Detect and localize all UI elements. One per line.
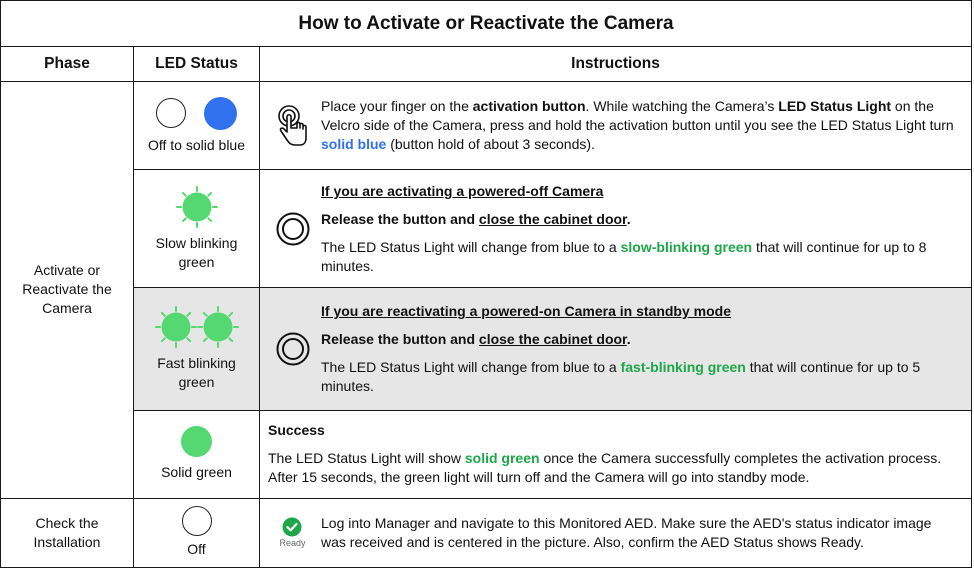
blinking-green-led-icon xyxy=(176,186,218,228)
slow-blinking-green-text: slow-blinking green xyxy=(620,238,753,255)
led-off-indicator xyxy=(156,98,186,128)
release-text: Release the button and xyxy=(321,331,479,348)
instruction-cell xyxy=(260,410,972,498)
instruction-text: on the Velcro side of the Camera, press and hold the activation button until you see the LED Status Light turn xyxy=(321,98,954,134)
punctuation: . xyxy=(626,331,631,348)
instruction-cell xyxy=(260,82,972,170)
blinking-green-led-icon xyxy=(197,306,239,348)
led-status-cell xyxy=(134,82,260,170)
ring-button-icon xyxy=(275,211,311,247)
instruction-cell xyxy=(260,498,972,567)
header-phase: Phase xyxy=(1,47,134,82)
instruction-text: Place your finger on the xyxy=(321,98,473,115)
header-instructions: Instructions xyxy=(260,47,972,82)
header-led-status: LED Status xyxy=(134,47,260,82)
phase-activate: Activate or Reactivate the Camera xyxy=(1,82,134,499)
table-title: How to Activate or Reactivate the Camera xyxy=(1,1,972,47)
scenario-heading: If you are activating a powered-off Camera xyxy=(321,182,604,199)
instruction-text: The LED Status Light will change from blue to a xyxy=(321,359,621,376)
led-off-indicator xyxy=(182,506,212,536)
punctuation: . xyxy=(626,210,631,227)
led-status-light-text: LED Status Light xyxy=(778,98,892,115)
led-status-cell xyxy=(134,170,260,288)
release-text: Release the button and xyxy=(321,210,479,227)
solid-green-text: solid green xyxy=(464,450,540,467)
fast-blinking-green-text: fast-blinking green xyxy=(620,359,746,376)
led-status-cell xyxy=(134,498,260,567)
instruction-cell xyxy=(260,288,972,410)
instruction-text: The LED Status Light will change from blue to a xyxy=(321,238,621,255)
success-heading: Success xyxy=(268,422,325,439)
ready-label: Ready xyxy=(279,538,306,549)
close-door-text: close the cabinet door xyxy=(478,210,627,227)
instruction-text: that will continue for up to 8 minutes. xyxy=(321,238,927,274)
instruction-text: Log into Manager and navigate to this Monitored AED. Make sure the AED's status indicator image was received and is centered in the picture. Also, confirm the AED Status shows Ready. xyxy=(321,514,932,550)
instruction-text: . While watching the Camera’s xyxy=(585,98,779,115)
solid-blue-text: solid blue xyxy=(321,136,387,153)
instruction-text: The LED Status Light will show xyxy=(268,450,465,467)
led-blue-indicator xyxy=(204,97,237,130)
solid-green-led-indicator xyxy=(181,426,212,457)
blinking-green-led-icon xyxy=(155,306,197,348)
phase-check: Check the Installation xyxy=(1,498,134,567)
instruction-text: (button hold of about 3 seconds). xyxy=(386,136,595,153)
led-label: Solid green xyxy=(161,464,232,481)
led-label: Fast blinking green xyxy=(157,355,236,391)
led-status-cell xyxy=(134,288,260,410)
finger-press-icon xyxy=(278,105,308,147)
ring-button-icon xyxy=(275,331,311,367)
scenario-heading: If you are reactivating a powered-on Camera in standby mode xyxy=(321,303,731,320)
ready-check-icon xyxy=(279,517,305,548)
led-label: Off xyxy=(187,541,206,558)
led-label: Off to solid blue xyxy=(147,136,246,153)
led-label: Slow blinking green xyxy=(155,234,238,270)
instruction-cell xyxy=(260,170,972,288)
led-status-cell xyxy=(134,410,260,498)
close-door-text: close the cabinet door xyxy=(478,331,627,348)
instruction-text: once the Camera successfully completes the activation process. After 15 seconds, the green light will turn off and the Camera will go into standby mode. xyxy=(268,450,942,486)
instruction-text: that will continue for up to 5 minutes. xyxy=(321,359,921,395)
activation-button-text: activation button xyxy=(472,98,586,115)
